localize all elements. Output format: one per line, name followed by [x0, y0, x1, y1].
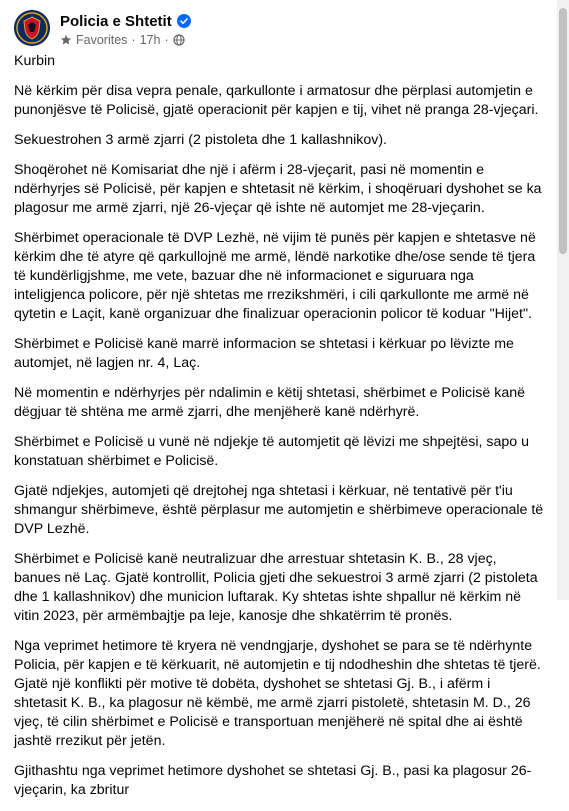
page-name-row	[60, 12, 191, 30]
police-badge-icon	[14, 10, 50, 46]
scrollbar-thumb[interactable]	[559, 8, 567, 254]
post-meta	[60, 32, 185, 48]
post-paragraph: Shërbimet e Policisë kanë marrë informacion se shtetasi i kërkuar po lëvizte me automjet, në lagjen nr. 4, Laç.	[14, 336, 514, 371]
verified-badge-icon	[177, 14, 191, 28]
post-paragraph: Shoqërohet në Komisariat dhe një i afërm i 28-vjeçarit, pasi në momentin e ndërhyrjes së Policisë, për kapjen e shtetasit në kërkim, i shoqëruari dyshohet se ka plagosur me armë zjarri, një 26-vjeçar që ishte në automjet me 28-vjeçarin.	[14, 162, 542, 216]
post-paragraph: Shërbimet e Policisë u vunë në ndjekje të automjetit që lëvizi me shpejtësi, sapo u konstatuan shërbimet e Policisë.	[14, 434, 529, 469]
post-paragraph: Në kërkim për disa vepra penale, qarkullonte i armatosur dhe përplasi automjetin e punonjësve të Policisë, gjatë operacionit për kapjen e tij, vihet në pranga 28-vjeçari.	[14, 83, 539, 118]
post-paragraph: Sekuestrohen 3 armë zjarri (2 pistoleta dhe 1 kallashnikov).	[14, 132, 388, 148]
post-header	[14, 10, 549, 54]
post-paragraph: Gjithashtu nga veprimet hetimore dyshohet se shtetasi Gj. B., pasi ka plagosur 26-vjeçarin, ka zbritur	[14, 763, 532, 798]
post-paragraph: Në momentin e ndërhyrjes për ndalimin e këtij shtetasi, shërbimet e Policisë kanë dëgjuar të shtëna me armë zjarri, dhe menjëherë kanë ndërhyrë.	[14, 385, 525, 420]
page-avatar[interactable]	[14, 10, 50, 46]
post-paragraph: Nga veprimet hetimore të kryera në vendngjarje, dyshohet se para se të ndërhynte Policia, për kapjen e të kërkuarit, në automjetin e tij ndodheshin dhe shtetas të tjerë. Gjatë një konflikti për motive të dobëta, dyshohet se shtetasi Gj. B., i afërm i shtetasit K. B., ka plagosur në këmbë, me armë zjarri pistoletë, shtetasin M. D., 26 vjeç, të cilin shërbimet e Policisë e transportuan menjëherë në spital dhe ai është jashtë rrezikut për jetën.	[14, 638, 541, 749]
meta-separator: ·	[131, 33, 136, 47]
post-paragraph: Gjatë ndjekjes, automjeti që drejtohej nga shtetasi i kërkuar, në tentativë për t'iu shmangur shërbimeve, është përplasur me automjetin e shërbimeve operacionale të DVP Lezhë.	[14, 483, 544, 537]
post-paragraph: Shërbimet operacionale të DVP Lezhë, në vijim të punës për kapjen e shtetasve në kërkim dhe të atyre që qarkullojnë me armë, lëndë narkotike dhe/ose sende të tjera të kundërligjshme, me vete, bazuar dhe në informacionet e siguruara nga inteligjenca policore, për një shtetas me rrezikshmëri, i cili qarkullonte me armë në qytetin e Laçit, kanë organizuar dhe finalizuar operacionin policor të koduar "Hijet".	[14, 230, 536, 322]
favorites-label[interactable]: Favorites	[76, 33, 128, 47]
globe-icon[interactable]	[173, 34, 185, 46]
meta-separator-2: ·	[164, 33, 169, 47]
star-icon	[60, 34, 72, 46]
scrollbar-track[interactable]	[557, 0, 569, 600]
page-name[interactable]: Policia e Shtetit	[60, 12, 172, 30]
post-time[interactable]: 17h	[139, 33, 161, 47]
post-paragraph: Kurbin	[14, 53, 56, 69]
post-body	[14, 52, 546, 811]
post-paragraph: Shërbimet e Policisë kanë neutralizuar dhe arrestuar shtetasin K. B., 28 vjeç, banues në Laç. Gjatë kontrollit, Policia gjeti dhe sekuestroi 3 armë zjarri (2 pistoleta dhe 1 kallashnikov) dhe municion luftarak. Ky shtetas ishte shpallur në kërkim në vitin 2023, për armëmbajtje pa leje, kanosje dhe shkatërrim të pronës.	[14, 551, 538, 624]
